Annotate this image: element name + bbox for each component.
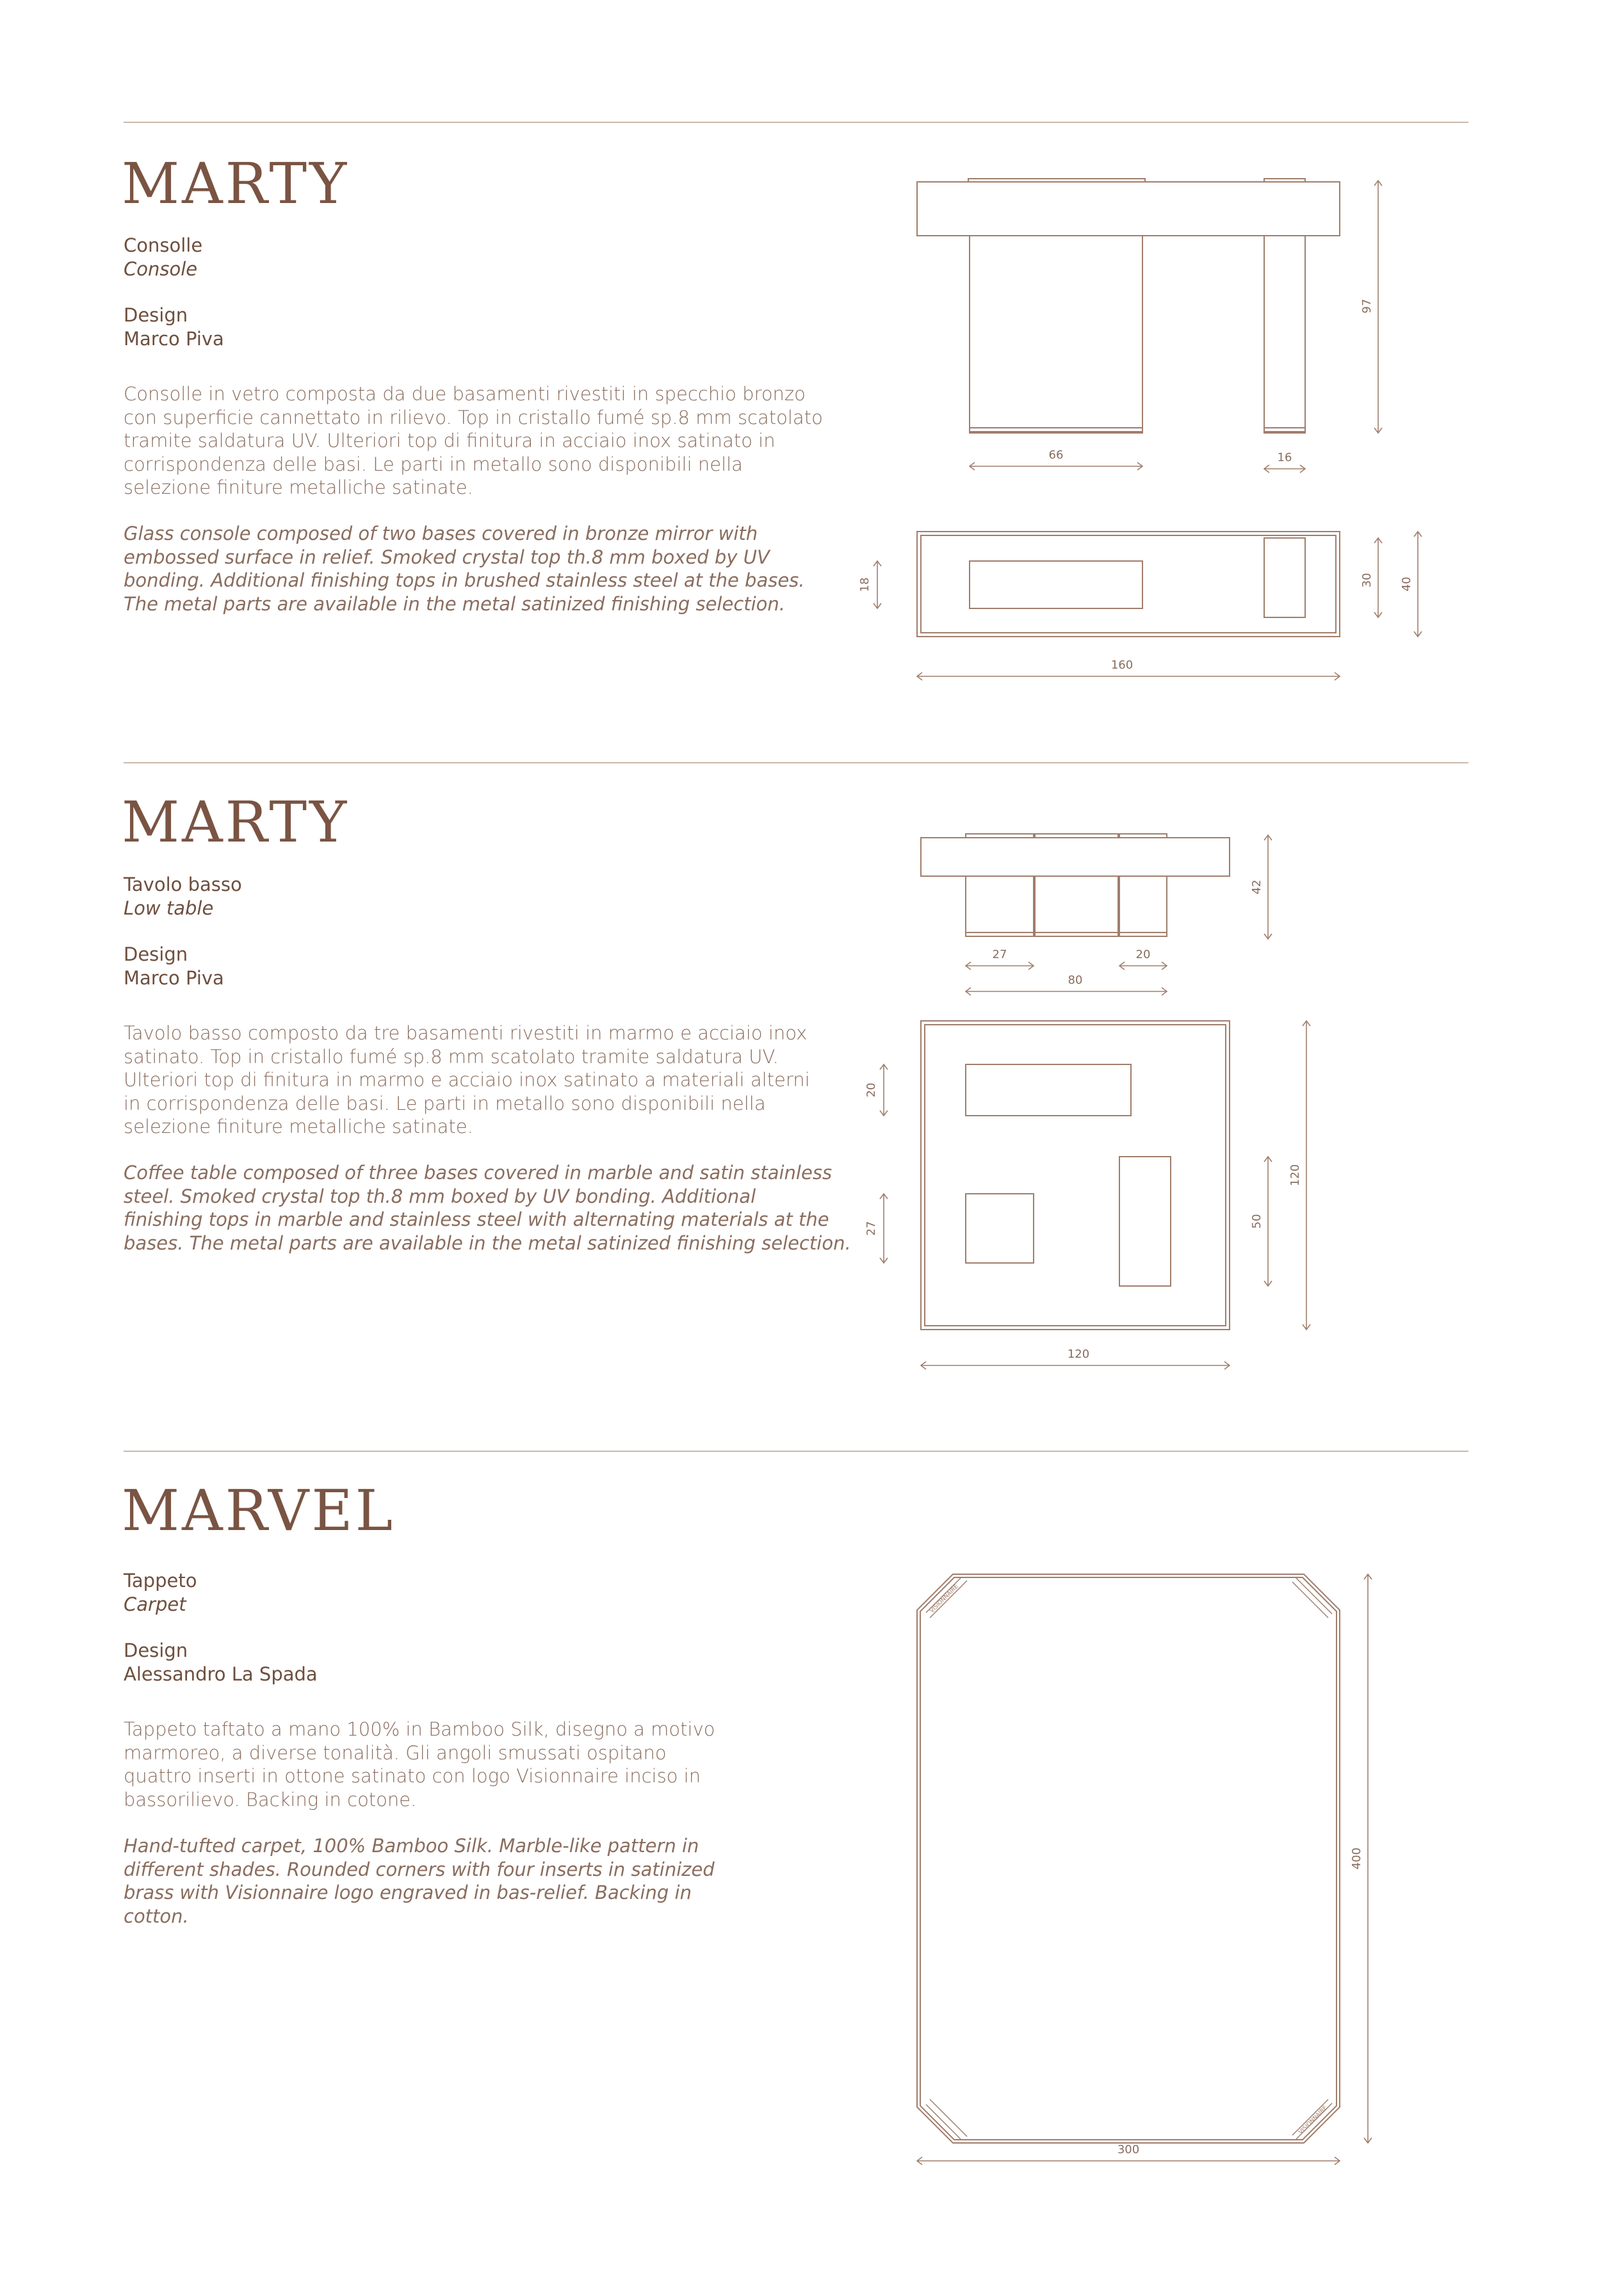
console-base-front <box>970 236 1142 432</box>
console-leg-front <box>1264 236 1305 432</box>
description-it: Tavolo basso composto da tre basamenti rivestiti in marmo e acciaio inox satinato. Top in cristallo fumé sp.8 mm scatolato tramite saldatura UV. Ulteriori top di finitura in marmo e acciaio inox satinato a materiali alterni in corrispondenza delle basi. Le parti in metallo sono disponibili nella selezione finiture metalliche satinate. <box>124 1022 810 1137</box>
design-label: Design <box>124 1640 188 1661</box>
product-type-it: Consolle <box>124 234 203 256</box>
dim-leg-width: 16 <box>1277 451 1292 464</box>
corner-insert-bottom-left <box>926 2099 967 2139</box>
section-divider <box>124 762 1468 763</box>
console-technical-drawing <box>845 167 1447 692</box>
dim-length: 160 <box>1110 658 1134 672</box>
dim-depth-leg: 30 <box>1360 573 1374 588</box>
product-type-en: Console <box>124 258 198 280</box>
dim-base-width: 66 <box>1048 448 1064 462</box>
low-table-top-front <box>921 838 1230 876</box>
dim-plan-right-outer: 120 <box>1288 1164 1302 1187</box>
description-en: Hand-tufted carpet, 100% Bamboo Silk. Marble-like pattern in different shades. Rounded corners with four inserts in satinized brass with Visionnaire logo engraved in bas-relief. Backing in cotton. <box>124 1835 715 1927</box>
low-table-top-plan <box>921 1021 1230 1330</box>
dim-width: 300 <box>1117 2143 1140 2156</box>
carpet-outline <box>917 1574 1340 2143</box>
low-table-technical-drawing <box>852 826 1338 1377</box>
dim-height: 400 <box>1350 1847 1363 1870</box>
description-en: Glass console composed of two bases covered in bronze mirror with embossed surface in relief. Smoked crystal top th.8 mm boxed by UV bonding. Additional finishing tops in brushed stainless steel at the bases. The metal parts are available in the metal satinized finishing selection. <box>124 523 805 615</box>
dim-plan-width: 120 <box>1067 1347 1090 1361</box>
dim-height: 97 <box>1360 298 1374 314</box>
console-top-plan <box>917 532 1340 637</box>
product-type-it: Tavolo basso <box>124 874 242 895</box>
corner-logo: VISIONNAIRE <box>1297 2105 1329 2136</box>
dim-base-b: 20 <box>1135 948 1151 961</box>
dim-height: 42 <box>1250 879 1264 895</box>
dim-depth-total: 40 <box>1400 576 1413 592</box>
design-label: Design <box>124 304 188 326</box>
product-type-en: Carpet <box>124 1593 186 1615</box>
carpet-technical-drawing <box>897 1563 1396 2171</box>
dim-plan-right-inner: 50 <box>1250 1214 1264 1229</box>
section-divider <box>124 122 1468 123</box>
description-it: Tappeto taftato a mano 100% in Bamboo Silk, disegno a motivo marmoreo, a diverse tonalità. Gli angoli smussati ospitano quattro inserti in ottone satinato con logo Visionnaire inciso in bassorilievo. Backing in cotone. <box>124 1718 715 1811</box>
corner-insert-top-right <box>1292 1578 1332 1618</box>
dim-depth-base: 18 <box>858 577 872 592</box>
product-title: MARVEL <box>122 1478 396 1543</box>
design-label: Design <box>124 943 188 965</box>
dim-base-a: 27 <box>992 948 1007 961</box>
dim-width: 80 <box>1068 973 1083 987</box>
product-title: MARTY <box>122 151 350 216</box>
corner-logo: VISIONNAIRE <box>929 1583 960 1615</box>
designer-name: Marco Piva <box>124 328 224 350</box>
dim-plan-bottom: 27 <box>865 1221 878 1236</box>
product-type-it: Tappeto <box>124 1570 197 1592</box>
description-en: Coffee table composed of three bases covered in marble and satin stainless steel. Smoked crystal top th.8 mm boxed by UV bonding. Additional finishing tops in marble and stainless steel with alternating materials at the bases. The metal parts are available in the metal satinized finishing selection. <box>124 1162 851 1254</box>
designer-name: Marco Piva <box>124 967 224 989</box>
description-it: Consolle in vetro composta da due basamenti rivestiti in specchio bronzo con superficie cannettato in rilievo. Top in cristallo fumé sp.8 mm scatolato tramite saldatura UV. Ulteriori top di finitura in acciaio inox satinato in corrispondenza delle basi. Le parti in metallo sono disponibili nella selezione finiture metalliche satinate. <box>124 383 823 498</box>
designer-name: Alessandro La Spada <box>124 1663 318 1685</box>
section-divider <box>124 1451 1468 1452</box>
product-title: MARTY <box>122 789 350 855</box>
product-type-en: Low table <box>124 897 214 919</box>
dim-plan-top: 20 <box>865 1082 878 1098</box>
console-top-front <box>917 182 1340 236</box>
